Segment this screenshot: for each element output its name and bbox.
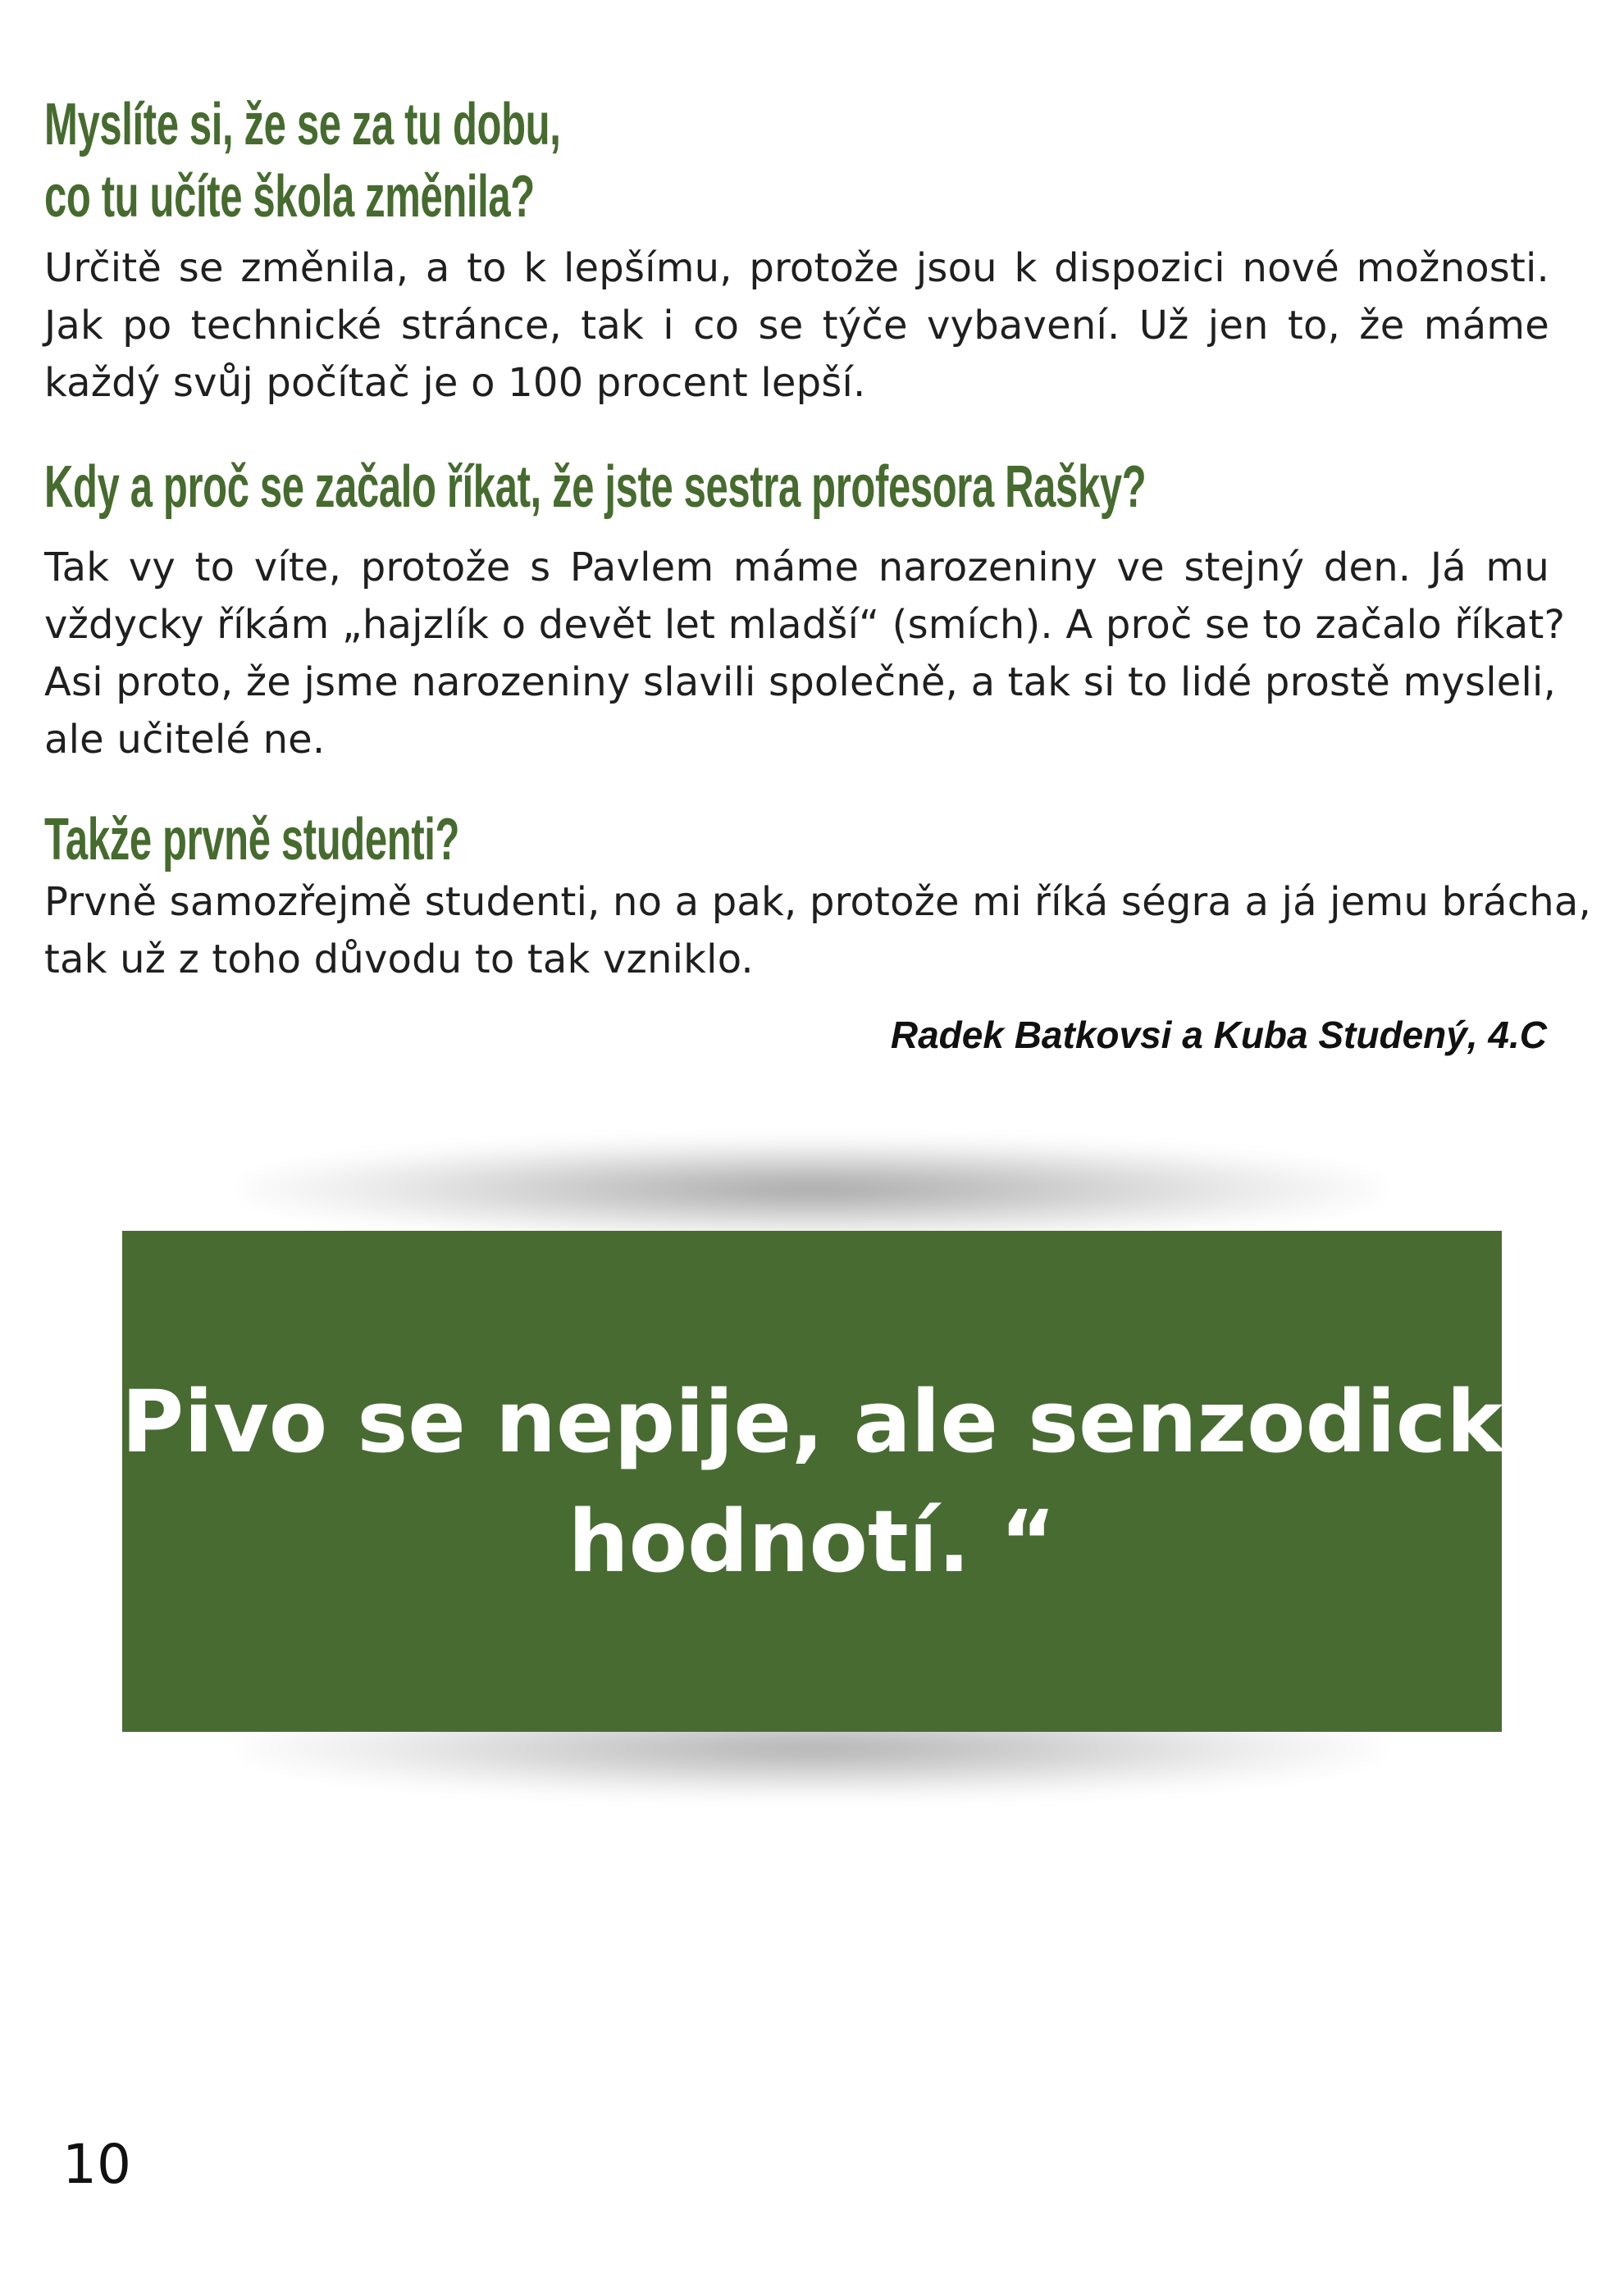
article-byline: Radek Batkovsi a Kuba Studený, 4.C (890, 1014, 1547, 1056)
answer-2-line-4: ale učitelé ne. (44, 717, 326, 763)
pull-quote-box (65, 1231, 1559, 1732)
question-heading-1-line-2: co tu učíte škola změnila? (44, 164, 535, 230)
answer-3-line-2: tak už z toho důvodu to tak vzniklo. (44, 936, 754, 982)
answer-3-line-1: Prvně samozřejmě studenti, no a pak, protože mi říká ségra a já jemu brácha, (44, 879, 1591, 925)
question-heading-3: Takže prvně studenti? (44, 807, 460, 872)
answer-1-line-1: Určitě se změnila, a to k lepšímu, protože jsou k dispozici nové možnosti. (44, 245, 1549, 291)
question-heading-1 (44, 89, 560, 233)
answer-2-line-3: Asi proto, že jsme narozeniny slavili společně, a tak si to lidé prostě mysleli, (44, 659, 1557, 705)
answer-1-line-3: každý svůj počítač je o 100 procent lepší. (44, 360, 866, 406)
answer-2-line-1: Tak vy to víte, protože s Pavlem máme narozeniny ve stejný den. Já mu (44, 544, 1549, 590)
answer-2-line-2: vždycky říkám „hajzlík o devět let mladší“ (smích). A proč se to začalo říkat? (44, 602, 1566, 648)
question-heading-2: Kdy a proč se začalo říkat, že jste sestra profesora Rašky? (44, 454, 1147, 520)
page-number: 10 (62, 2133, 131, 2196)
question-heading-1-line-1: Myslíte si, že se za tu dobu, (44, 92, 561, 157)
quote-shadow-top (246, 1140, 1378, 1238)
pull-quote-line-2: hodnotí. “ (568, 1491, 1056, 1592)
pull-quote-line-1: „Pivo se nepije, ale senzodicky (65, 1371, 1559, 1472)
answer-1-line-2: Jak po technické stránce, tak i co se týče vybavení. Už jen to, že máme (44, 303, 1549, 348)
